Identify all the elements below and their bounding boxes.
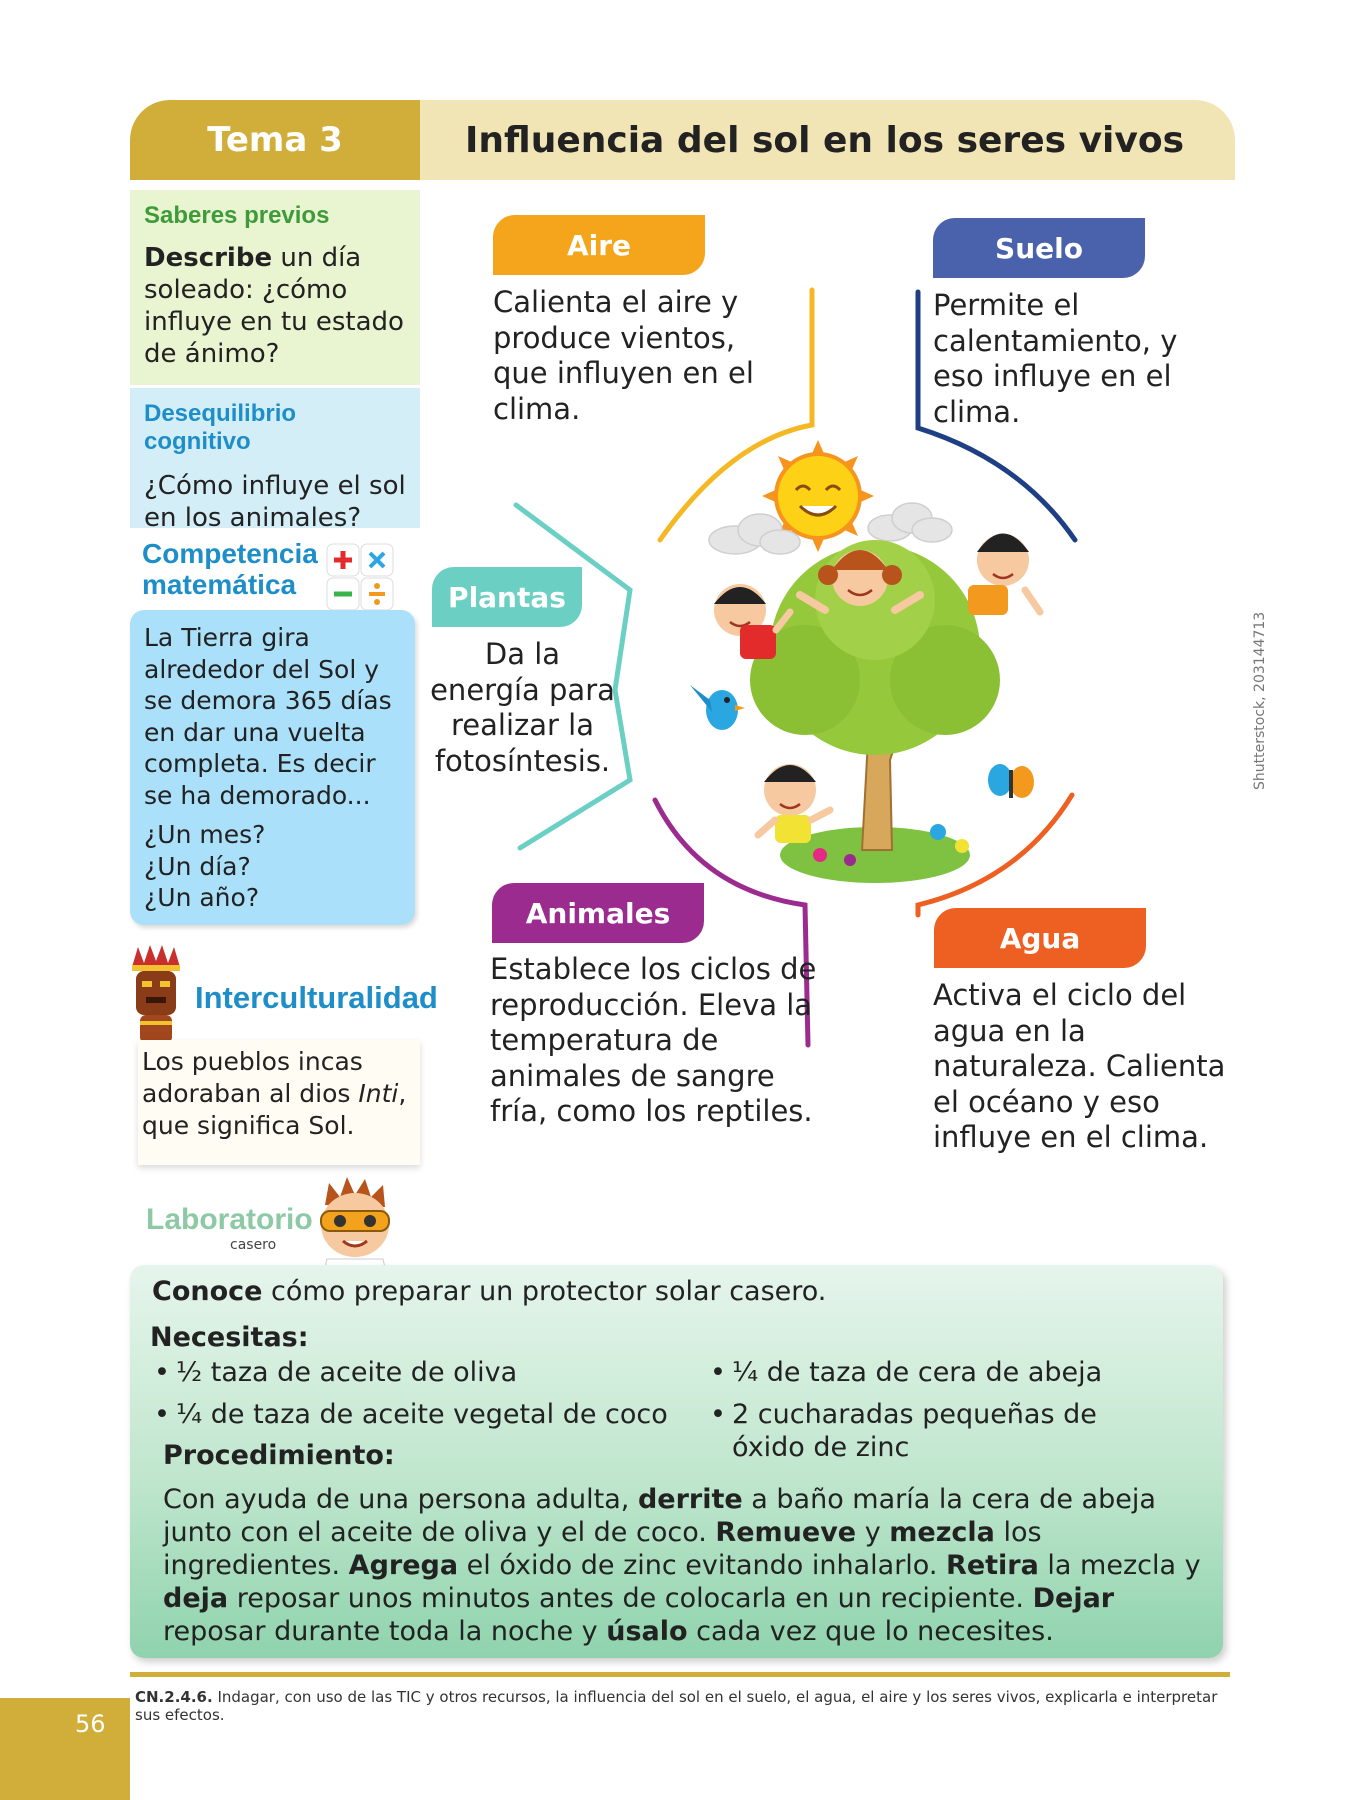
procedure-verb: Dejar xyxy=(1032,1583,1115,1614)
agua-tag: Agua xyxy=(934,908,1146,968)
competencia-box xyxy=(130,610,415,925)
tree-icon xyxy=(750,540,1000,883)
suelo-tag: Suelo xyxy=(933,218,1145,278)
aire-tag: Aire xyxy=(493,215,705,275)
curriculum-text: Indagar, con uso de las TIC y otros recursos, la influencia del sol en el suelo, el agua, el aire y los seres vivos, explicarla e interpretar sus efectos. xyxy=(135,1688,1218,1724)
procedure-text: a baño maría la cera de abeja junto con el aceite de oliva y el de coco. xyxy=(163,1484,1156,1548)
ingredient-item: • ¼ de taza de cera de abeja xyxy=(732,1356,1102,1389)
plantas-tag: Plantas xyxy=(432,567,582,627)
page-number: 56 xyxy=(75,1710,106,1738)
child-right-icon xyxy=(968,534,1040,616)
cloud-icon xyxy=(709,514,800,554)
child-bottom-icon xyxy=(758,764,830,843)
procedure-text: el óxido de zinc evitando inhalarlo. xyxy=(458,1550,947,1581)
lab-intro-bold: Conoce xyxy=(152,1276,263,1307)
procedure-text: reposar durante toda la noche y xyxy=(163,1616,607,1647)
lab-intro-text: cómo preparar un protector solar casero. xyxy=(262,1276,827,1307)
interculturalidad-box xyxy=(138,1040,420,1165)
necesitas-heading: Necesitas: xyxy=(150,1322,309,1353)
saberes-body: un día soleado: ¿cómo influye en tu estado de ánimo? xyxy=(144,243,404,369)
procedure-text: y xyxy=(856,1517,890,1548)
procedimiento-heading: Procedimiento: xyxy=(163,1440,395,1471)
agua-text: Activa el ciclo del agua en la naturaleza. Calienta el océano y eso influye en el clima. xyxy=(933,978,1226,1154)
page-number-tab xyxy=(0,1698,130,1800)
aire-text: Calienta el aire y produce vientos, que influyen en el clima. xyxy=(493,285,754,426)
image-credit: Shutterstock, 203144713 xyxy=(1252,611,1268,790)
laboratorio-intro xyxy=(152,1276,826,1307)
interculturalidad-text-2: , que significa Sol. xyxy=(142,1079,407,1140)
procedure-text: la mezcla y xyxy=(1038,1550,1201,1581)
procedimiento-text xyxy=(163,1483,1213,1648)
ingredient-item: • ½ taza de aceite de oliva xyxy=(176,1356,517,1389)
child-top-icon xyxy=(800,550,920,610)
cloud-icon xyxy=(868,503,952,542)
procedure-verb: derrite xyxy=(637,1484,743,1515)
curriculum-note xyxy=(135,1688,1235,1724)
child-left-icon xyxy=(714,584,790,659)
footer-divider xyxy=(130,1672,1230,1677)
competencia-title-line1: Competencia xyxy=(142,538,318,569)
procedure-verb: Retira xyxy=(946,1550,1039,1581)
procedure-verb: Remueve xyxy=(715,1517,857,1548)
animales-text: Establece los ciclos de reproducción. Eleva la temperatura de animales de sangre fría, como los reptiles. xyxy=(490,952,817,1128)
interculturalidad-italic: Inti xyxy=(358,1079,399,1108)
ingredient-item: • ¼ de taza de aceite vegetal de coco xyxy=(176,1398,668,1431)
plantas-text: Da la energía para realizar la fotosíntesis. xyxy=(430,637,615,778)
competencia-title xyxy=(142,538,318,600)
math-operations-icon xyxy=(325,542,395,612)
procedure-verb: deja xyxy=(163,1583,229,1614)
saberes-title: Saberes previos xyxy=(144,202,330,229)
tema-label: Tema 3 xyxy=(130,100,420,180)
procedure-text: los ingredientes. xyxy=(163,1517,1042,1581)
procedure-verb: úsalo xyxy=(606,1616,688,1647)
procedure-text: Con ayuda de una persona adulta, xyxy=(163,1484,638,1515)
bird-icon xyxy=(690,685,745,730)
desequilibrio-box xyxy=(130,388,420,533)
procedure-text: reposar unos minutos antes de colocarla en un recipiente. xyxy=(228,1583,1033,1614)
interculturalidad-text-1: Los pueblos incas adoraban al dios xyxy=(142,1047,363,1108)
saberes-text xyxy=(144,242,406,370)
suelo-text: Permite el calentamiento, y eso influye en el clima. xyxy=(933,288,1178,429)
laboratorio-title: Laboratorio xyxy=(146,1203,313,1236)
butterfly-icon xyxy=(988,764,1034,798)
sun-icon xyxy=(762,440,874,552)
interculturalidad-title: Interculturalidad xyxy=(195,980,438,1015)
competencia-text: La Tierra gira alrededor del Sol y se demora 365 días en dar una vuelta completa. Es decir se ha demorado... xyxy=(144,623,392,810)
competencia-q1: ¿Un mes? xyxy=(144,820,266,849)
procedure-text: cada vez que lo necesites. xyxy=(687,1616,1054,1647)
page-title: Influencia del sol en los seres vivos xyxy=(420,100,1235,180)
desequilibrio-title: Desequilibrio cognitivo xyxy=(144,400,297,455)
animales-tag: Animales xyxy=(492,883,704,943)
competencia-questions xyxy=(144,819,401,914)
desequilibrio-text: ¿Cómo influye el sol en los animales? xyxy=(144,471,406,533)
inca-figure-icon xyxy=(124,945,186,1045)
curriculum-code: CN.2.4.6. xyxy=(135,1688,213,1706)
interculturalidad-text xyxy=(142,1046,416,1142)
flowers-icon xyxy=(813,824,969,866)
competencia-title-line2: matemática xyxy=(142,569,297,600)
laboratorio-subtitle: casero xyxy=(230,1237,277,1253)
ingredient-item: • 2 cucharadas pequeñas de óxido de zinc xyxy=(732,1398,1152,1464)
saberes-previos-box xyxy=(130,190,420,385)
procedure-verb: mezcla xyxy=(889,1517,995,1548)
competencia-q2: ¿Un día? xyxy=(144,851,251,881)
procedure-verb: Agrega xyxy=(348,1550,459,1581)
competencia-q3: ¿Un año? xyxy=(144,883,260,912)
agua-arc xyxy=(918,795,1072,915)
saberes-bold: Describe xyxy=(144,243,273,273)
